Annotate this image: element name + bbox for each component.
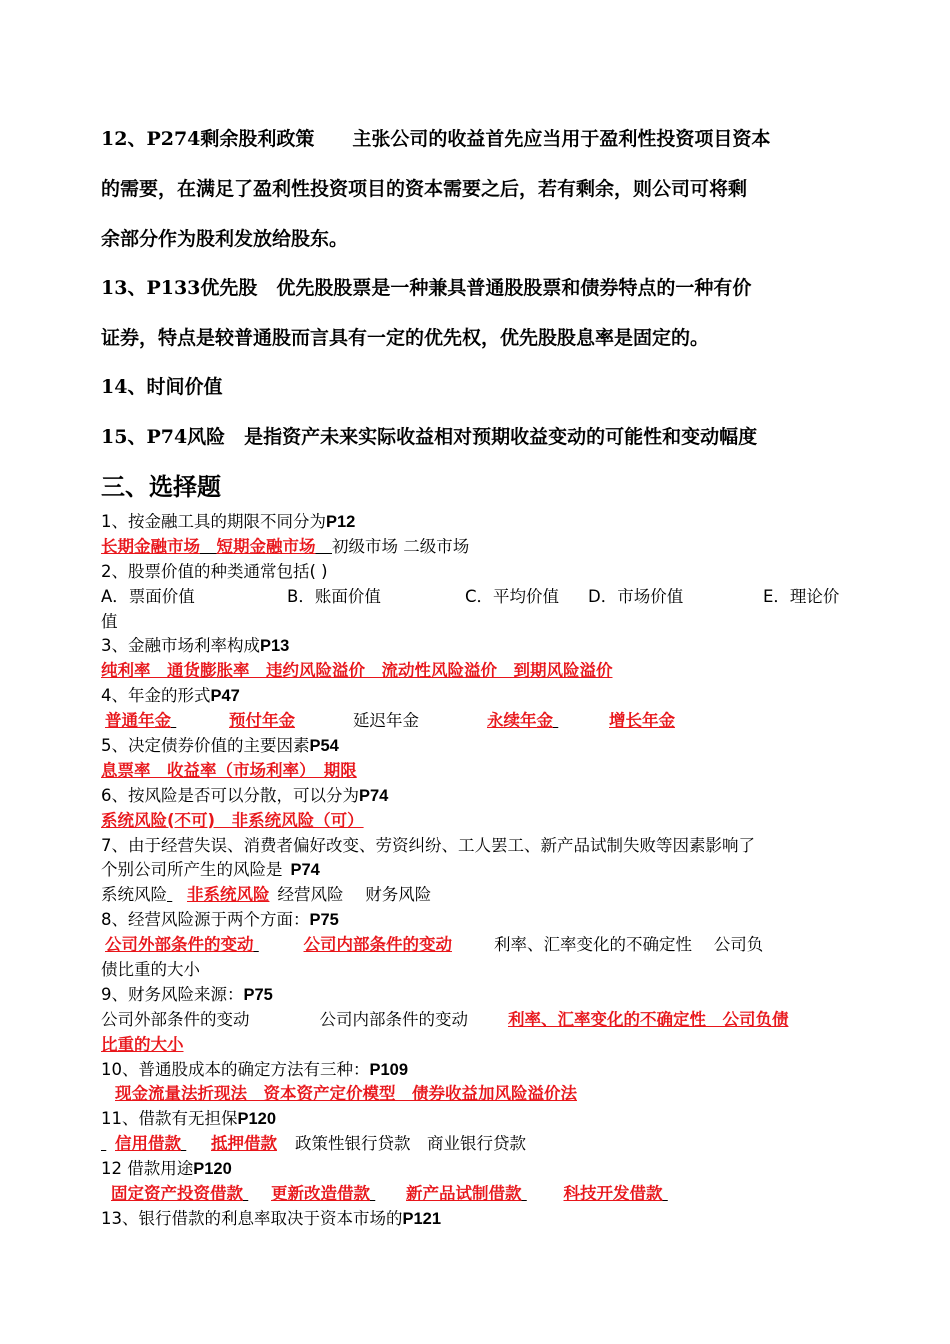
answer-text: 短期金融市场 [216,536,316,556]
option-a: A．票面价值 [101,586,195,606]
answer-text: 长期金融市场 [101,536,200,556]
option-b: B．账面价值 [287,586,381,606]
option-c: C．平均价值 [465,586,560,606]
option-text: 初级市场 二级市场 [332,536,470,556]
page-ref: P54 [309,737,339,756]
answer-text: 流动性风险溢价 [381,661,497,681]
answer-text: 新产品试制借款 [406,1184,522,1204]
definition-line: 13、P133优先股 优先股股票是一种兼具普通股股票和债券特点的一种有价 [101,277,752,299]
question-text: 12 借款用途 [101,1159,194,1179]
option-text: 值 [101,611,118,631]
section-heading: 三、选择题 [101,472,221,501]
definition-line: 的需要，在满足了盈利性投资项目的资本需要之后，若有剩余，则公司可将剩 [101,178,748,200]
question-11 [101,1107,861,1132]
answer-text: 非系统风险 [187,885,270,905]
option-text: 公司内部条件的变动 [319,1009,468,1029]
option-wrap [101,958,861,983]
answer-text: 增长年金 [609,711,675,731]
question-text: 5、决定债券价值的主要因素 [101,736,310,756]
question-text: 9、财务风险来源： [101,984,244,1004]
question-1 [101,510,861,535]
question-2 [101,560,861,585]
definition-line: 15、P74风险 是指资产未来实际收益相对预期收益变动的可能性和变动幅度 [101,426,758,448]
question-12 [101,1157,861,1182]
definition-line: 证券，特点是较普通股而言具有一定的优先权，优先股股息率是固定的。 [101,327,710,349]
question-9 [101,983,861,1008]
answer-text: 纯利率 [101,661,151,681]
option-d: D．市场价值 [588,586,684,606]
question-text: 4、年金的形式 [101,686,211,706]
definition-line: 12、P274剩余股利政策 主张公司的收益首先应当用于盈利性投资项目资本 [101,128,771,150]
question-text: 7、由于经营失误、消费者偏好改变、劳资纠纷、工人罢工、新产品试制失败等因素影响了 [101,835,755,855]
page-ref: P120 [193,1160,232,1179]
page-ref: P75 [309,911,339,930]
page-ref: P120 [237,1110,277,1129]
answer-wrap [101,1033,861,1058]
page-ref: P74 [290,861,320,880]
question-text: 6、按风险是否可以分散，可以分为 [101,785,359,805]
answer-text: 固定资产投资借款 [111,1184,243,1204]
page-ref: P121 [402,1209,442,1228]
page-ref: P12 [326,513,356,531]
answer-text: 科技开发借款 [563,1184,663,1204]
page-ref: P47 [210,687,240,706]
definition-line: 14、时间价值 [101,376,223,398]
answer-row [101,709,861,734]
question-7 [101,834,861,859]
answer-row [101,1182,861,1207]
answer-row [101,809,861,834]
option-text: 政策性银行贷款 商业银行贷款 [295,1134,526,1154]
question-text: 8、经营风险源于两个方面： [101,910,310,930]
answer-text: 抵押借款 [211,1134,277,1154]
question-text: 11、借款有无担保 [101,1109,238,1129]
definition-12 [101,114,861,264]
option-text: 债比重的大小 [101,960,200,980]
option-e: E．理论价 [763,586,840,606]
answer-row [101,883,861,908]
option-text: 利率、汇率变化的不确定性 公司负 [494,935,764,955]
definition-13 [101,263,861,363]
answer-text: 预付年金 [229,711,295,731]
question-text: 2、股票价值的种类通常包括( ) [101,561,328,581]
page-ref: P13 [260,637,290,656]
answer-text: 公司外部条件的变动 [105,935,254,955]
question-4 [101,684,861,709]
answer-text: 信用借款 [115,1134,181,1154]
option-text: 系统风险 [101,885,167,905]
answer-text: 现金流量法折现法 资本资产定价模型 债券收益加风险溢价法 [115,1084,577,1104]
answer-text: 公司内部条件的变动 [303,935,452,955]
definition-line: 余部分作为股利发放给股东。 [101,228,349,250]
answer-row [101,1008,861,1033]
page-ref: P75 [243,985,273,1004]
answer-text: 息票率 收益率（市场利率） 期限 [101,760,357,780]
question-6 [101,784,861,809]
page-ref: P74 [359,786,389,805]
question-text: 3、金融市场利率构成 [101,636,260,656]
definition-15 [101,412,861,462]
option-text: 延迟年金 [353,711,419,731]
question-text: 1、按金融工具的期限不同分为 [101,512,326,531]
question-10 [101,1058,861,1083]
answer-text: 永续年金 [487,711,553,731]
answer-text: 利率、汇率变化的不确定性 公司负债 [508,1009,789,1029]
question-7-cont [101,858,861,883]
question-5 [101,734,861,759]
answer-text: 违约风险溢价 [266,661,365,681]
answer-row [101,535,861,560]
answer-text: 比重的大小 [101,1034,184,1054]
question-text: 个别公司所产生的风险是 [101,860,283,880]
answer-row [101,1132,861,1157]
answer-text: 普通年金 [105,711,171,731]
answer-row [101,659,861,684]
answer-text: 通货膨胀率 [167,661,250,681]
option-row [101,585,861,610]
page-ref: P109 [369,1060,409,1079]
option-text: 经营风险 财务风险 [277,885,432,905]
answer-row [101,759,861,784]
answer-row [101,933,861,958]
answer-row [101,1082,861,1107]
definition-14 [101,362,861,412]
question-13 [101,1207,861,1232]
option-wrap [101,610,861,635]
answer-text: 更新改造借款 [271,1184,370,1204]
question-text: 10、普通股成本的确定方法有三种： [101,1059,370,1079]
question-text: 13、银行借款的利息率取决于资本市场的 [101,1208,403,1228]
question-list [101,510,861,1232]
option-text: 公司外部条件的变动 [101,1009,250,1029]
answer-text: 到期风险溢价 [513,661,613,681]
answer-text: 系统风险(不可) 非系统风险（可） [101,810,364,830]
question-3 [101,634,861,659]
question-8 [101,908,861,933]
